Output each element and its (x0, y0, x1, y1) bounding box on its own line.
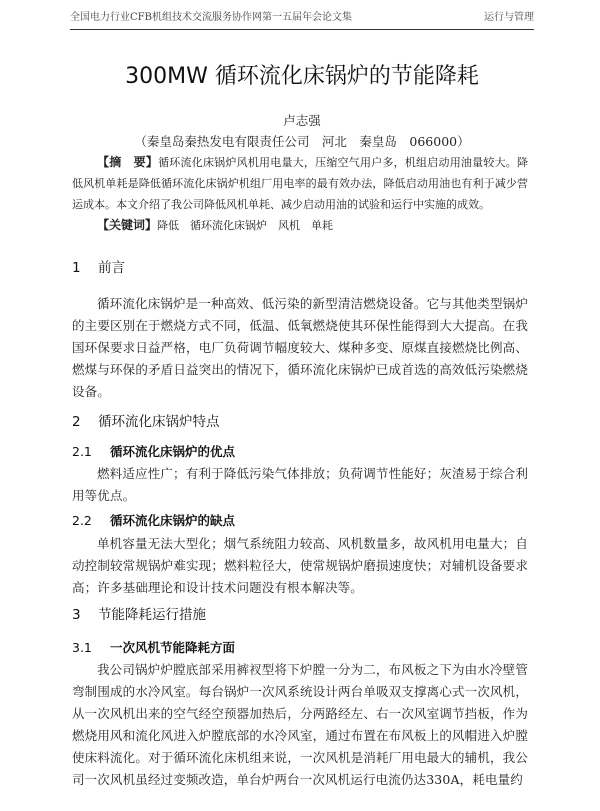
section-title: 一次风机节能降耗方面 (110, 640, 236, 655)
affiliation: （秦皇岛秦热发电有限责任公司 河北 秦皇岛 066000） (134, 134, 470, 149)
section-number: 3.1 (72, 640, 92, 655)
section-title: 循环流化床锅炉的优点 (110, 444, 236, 459)
keywords-text: 降低 循环流化床锅炉 风机 单耗 (157, 219, 334, 232)
section-heading-3-1 (72, 638, 528, 658)
section-2-2-paragraph: 单机容量无法大型化；烟气系统阻力较高、风机数量多，故风机用电量大；自动控制较常规锅炉难实现；燃料粒径大，使常规锅炉磨损速度快；对辅机设备要求高；许多基础理论和设计技术问题没有根本解决等。 (72, 536, 528, 595)
abstract (72, 152, 528, 215)
section-heading-2 (72, 412, 528, 432)
section-number: 2.2 (72, 513, 92, 528)
abstract-label: 【摘 要】 (97, 155, 159, 169)
running-header-left: 全国电力行业CFB机组技术交流服务协作网第一五届年会论文集 (70, 12, 352, 23)
section-3-1-paragraph: 我公司锅炉炉膛底部采用裤衩型将下炉膛一分为二，布风板之下为由水冷壁管弯制围成的水冷风室。每台锅炉一次风系统设计两台单吸双支撑离心式一次风机，从一次风机出来的空气经空预器加热后，分两路经左、右一次风室调节挡板，作为燃烧用风和流化风进入炉膛底部的水冷风室，通过布置在布风板上的风帽进入炉膛使床料流化。对于循环流化床机组来说，一次风机是消耗厂用电最大的辅机，我公司一次风机虽经过变频改造，单台炉两台一次风机运行电流仍达330A，耗电量约 (72, 662, 528, 787)
keywords (72, 215, 528, 236)
paper-title: 300MW 循环流化床锅炉的节能降耗 (125, 64, 479, 89)
running-header (70, 11, 534, 24)
section-title: 循环流化床锅炉特点 (98, 414, 220, 430)
section-heading-2-2 (72, 511, 528, 531)
section-number: 2.1 (72, 444, 92, 459)
section-number: 3 (72, 607, 81, 623)
author: 卢志强 (283, 113, 321, 128)
header-rule (70, 29, 534, 30)
section-heading-1 (72, 258, 528, 278)
keywords-label: 【关键词】 (97, 218, 158, 232)
section-heading-2-1 (72, 442, 528, 462)
section-number: 1 (72, 260, 81, 276)
running-header-right: 运行与管理 (484, 12, 534, 23)
section-number: 2 (72, 414, 81, 430)
section-title: 循环流化床锅炉的缺点 (110, 513, 236, 528)
section-title: 节能降耗运行措施 (98, 607, 206, 623)
abstract-text: 循环流化床锅炉风机用电量大，压缩空气用户多，机组启动用油量较大。降低风机单耗是降低循环流化床锅炉机组厂用电率的最有效办法，降低启动用油也有利于减少营运成本。本文介绍了我公司降低风机单耗、减少启动用油的试验和运行中实施的成效。 (72, 156, 528, 211)
section-heading-3 (72, 605, 528, 625)
section-1-paragraph: 循环流化床锅炉是一种高效、低污染的新型清洁燃烧设备。它与其他类型锅炉的主要区别在于燃烧方式不同，低温、低氧燃烧使其环保性能得到大大提高。在我国环保要求日益严格，电厂负荷调节幅度较大、煤种多变、原煤直接燃烧比例高、燃煤与环保的矛盾日益突出的情况下，循环流化床锅炉已成首选的高效低污染燃烧设备。 (72, 296, 528, 399)
section-2-1-paragraph: 燃料适应性广；有利于降低污染气体排放；负荷调节性能好；灰渣易于综合利用等优点。 (72, 466, 528, 503)
section-title: 前言 (98, 260, 125, 276)
